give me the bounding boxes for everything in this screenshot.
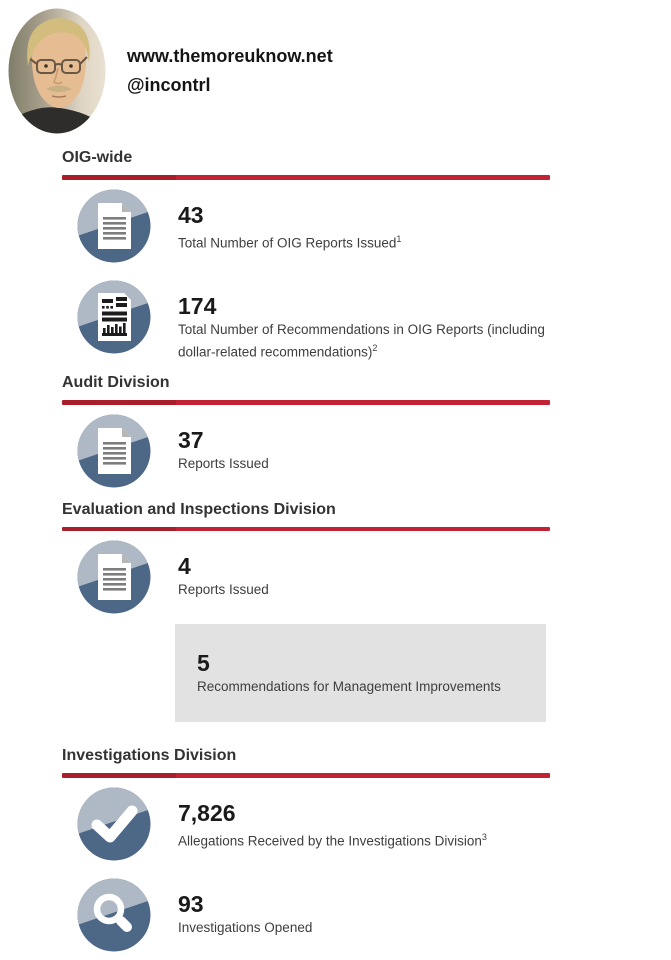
- stat-value: 174: [178, 292, 217, 319]
- stat-label: Total Number of OIG Reports Issued$^1$: [178, 233, 402, 250]
- section-title: OIG-wide: [62, 149, 133, 166]
- section-title: Audit Division: [62, 374, 170, 391]
- stat-row: [62, 280, 550, 362]
- red-divider: [62, 400, 550, 405]
- stat-row: [62, 540, 550, 614]
- footnote-marker: 2: [372, 342, 378, 353]
- content-column: [62, 148, 550, 952]
- section-oig-wide: [62, 148, 550, 361]
- report-document-icon: [77, 189, 151, 263]
- chart-report-icon: [77, 280, 151, 354]
- stat-value: 43: [178, 201, 204, 228]
- report-document-icon: [77, 540, 151, 614]
- checkmark-icon: [77, 787, 151, 861]
- stat-row: [62, 414, 550, 488]
- red-divider: [62, 527, 550, 532]
- social-handle: @incontrl: [127, 75, 211, 95]
- stat-value: 5: [197, 650, 210, 676]
- section-audit-division: [62, 373, 550, 488]
- stat-value: 37: [178, 426, 204, 453]
- stat-value: 7,826: [178, 799, 236, 826]
- stat-label: Recommendations for Management Improvements: [197, 679, 501, 694]
- report-document-icon: [77, 414, 151, 488]
- highlight-stat-box: [175, 624, 546, 722]
- section-investigations-division: [62, 746, 550, 952]
- footnote-marker: 1: [396, 233, 402, 244]
- stat-label: Investigations Opened: [178, 919, 313, 935]
- stat-row: [62, 787, 550, 861]
- footnote-marker: 3: [481, 831, 487, 842]
- section-title: Investigations Division: [62, 747, 237, 764]
- header-text: [127, 42, 333, 100]
- stat-row: [62, 189, 550, 263]
- red-divider: [62, 773, 550, 778]
- magnifier-icon: [77, 878, 151, 952]
- stat-value: 4: [178, 553, 191, 579]
- stat-label: Reports Issued: [178, 582, 269, 597]
- stat-label: Allegations Received by the Investigations Division$^3$: [178, 831, 487, 848]
- avatar: [8, 8, 106, 134]
- website-url: www.themoreuknow.net: [127, 46, 333, 66]
- section-title: Evaluation and Inspections Division: [62, 500, 336, 518]
- stat-value: 93: [178, 890, 204, 917]
- red-divider: [62, 175, 550, 180]
- stat-label: Total Number of Recommendations in OIG Reports (including dollar-related recommendations)$^2$: [178, 321, 545, 359]
- stat-label: Reports Issued: [178, 455, 269, 471]
- stat-row: [62, 878, 550, 952]
- section-evaluation-inspections: [62, 500, 550, 723]
